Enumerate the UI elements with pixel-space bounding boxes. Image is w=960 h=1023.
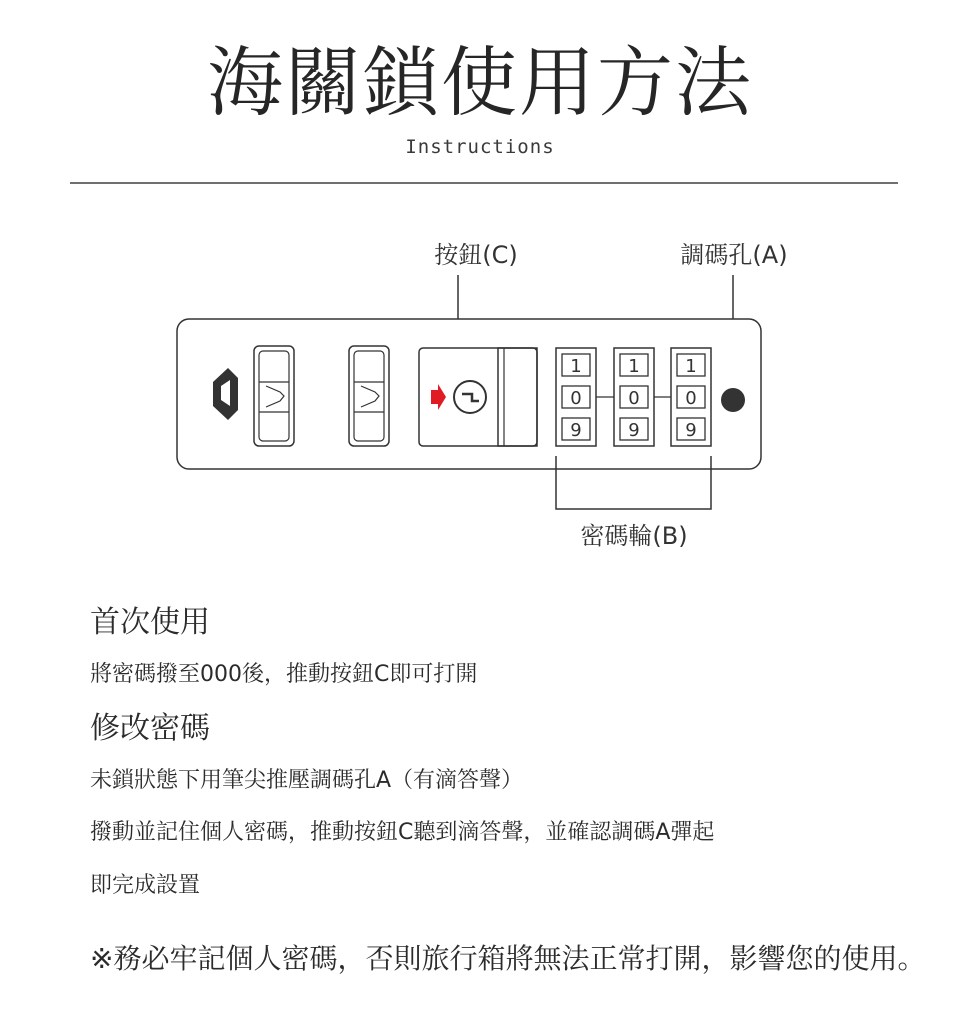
key-icon bbox=[454, 381, 486, 413]
slider-key-2 bbox=[349, 346, 389, 446]
page-title: 海關鎖使用方法 bbox=[207, 38, 753, 127]
wheel-2-bottom-digit: 9 bbox=[628, 420, 640, 441]
first-use-text: 將密碼撥至000後，推動按鈕C即可打開 bbox=[90, 662, 478, 687]
button-c-label: 按鈕(C) bbox=[434, 241, 518, 269]
wheel-1-middle-digit: 0 bbox=[570, 388, 582, 409]
wheel-2 bbox=[614, 348, 654, 446]
page-subtitle: Instructions bbox=[405, 136, 555, 158]
first-use-heading: 首次使用 bbox=[90, 605, 210, 640]
button-c bbox=[419, 348, 537, 446]
wheel-3-top-digit: 1 bbox=[685, 356, 697, 377]
divider bbox=[70, 182, 898, 184]
change-code-step-1: 未鎖狀態下用筆尖推壓調碼孔A（有滴答聲） bbox=[90, 768, 524, 793]
wheel-1-top-digit: 1 bbox=[570, 356, 582, 377]
combination-wheels bbox=[556, 348, 711, 446]
change-code-step-3: 即完成設置 bbox=[90, 873, 201, 898]
adjust-hole-a bbox=[721, 388, 745, 412]
change-code-heading: 修改密碼 bbox=[90, 711, 210, 746]
adjust-hole-a-label: 調碼孔(A) bbox=[680, 241, 788, 269]
wheel-1 bbox=[556, 348, 596, 446]
wheel-1-bottom-digit: 9 bbox=[570, 420, 582, 441]
warning-note: ※務必牢記個人密碼，否則旅行箱將無法正常打開，影響您的使用。 bbox=[90, 942, 926, 975]
wheels-b-label: 密碼輪(B) bbox=[580, 522, 688, 550]
slider-key-1 bbox=[254, 346, 294, 446]
wheel-3-middle-digit: 0 bbox=[685, 388, 697, 409]
wheel-3 bbox=[671, 348, 711, 446]
wheel-3-bottom-digit: 9 bbox=[685, 420, 697, 441]
wheel-2-middle-digit: 0 bbox=[628, 388, 640, 409]
lock-diagram bbox=[0, 220, 960, 564]
wheel-2-top-digit: 1 bbox=[628, 356, 640, 377]
change-code-step-2: 撥動並記住個人密碼，推動按鈕C聽到滴答聲，並確認調碼A彈起 bbox=[90, 820, 715, 845]
lock-illustration bbox=[0, 220, 960, 560]
